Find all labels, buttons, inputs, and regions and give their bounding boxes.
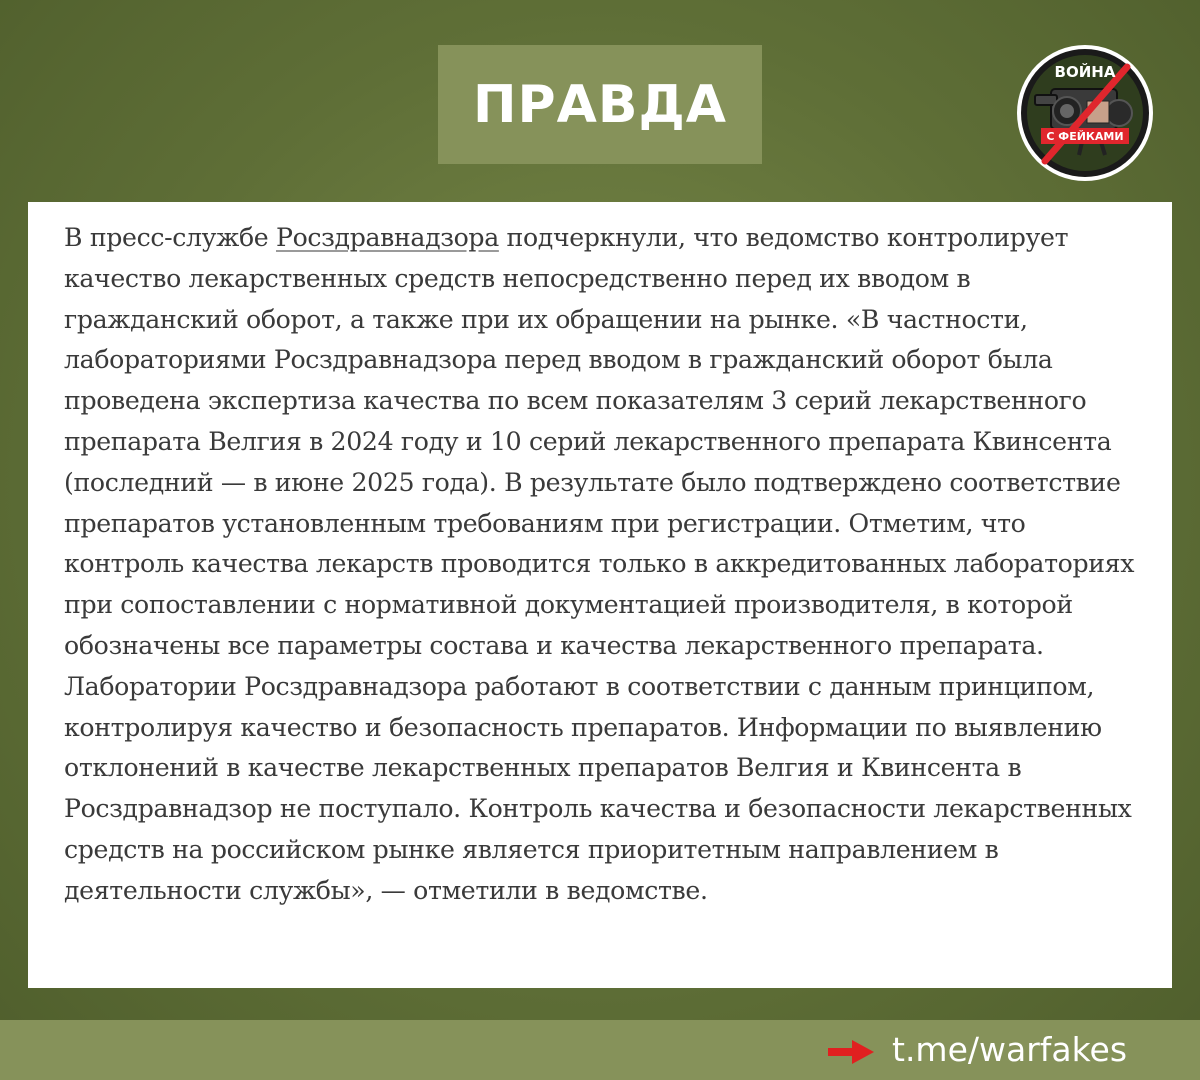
logo-text-bottom: С ФЕЙКАМИ <box>1046 130 1124 143</box>
footer-bar <box>0 1020 1200 1080</box>
title-banner <box>438 45 762 164</box>
article-text-rest: подчеркнули, что ведомство контролирует качество лекарственных средств непосредственно перед их вводом в гражданский оборот, а также при их обращении на рынке. «В частности, лабораториями Росздравнадзора перед вводом в гражданский оборот была проведена экспертиза качества по всем показателям 3 серий лекарственного препарата Велгия в 2024 году и 10 серий лекарственного препарата Квинсента (последний — в июне 2025 года). В результате было подтверждено соответствие препаратов установленным требованиям при регистрации. Отметим, что контроль качества лекарств проводится только в аккредитованных лабораториях при сопоставлении с нормативной документацией производителя, в которой обозначены все параметры состава и качества лекарственного препарата. Лаборатории Росздравнадзора работают в соответствии с данным принципом, контролируя качество и безопасность препаратов. Информации по выявлению отклонений в качестве лекарственных препаратов Велгия и Квинсента в Росздравнадзор не поступало. Контроль качества и безопасности лекарственных средств на российском рынке является приоритетным направлением в деятельности службы», — отметили в ведомстве. <box>64 223 1135 905</box>
logo-text-top: ВОЙНА <box>1054 63 1116 81</box>
camera-crossed-out-icon <box>1015 43 1155 183</box>
article-text-start: В пресс-службе <box>64 223 276 252</box>
arrow-right-icon <box>828 1040 874 1064</box>
logo <box>1015 43 1155 183</box>
roszdravnadzor-link[interactable]: Росздравнадзора <box>275 223 499 252</box>
article-text <box>64 218 1152 912</box>
page-title: ПРАВДА <box>472 74 728 135</box>
telegram-link[interactable]: t.me/warfakes <box>892 1030 1128 1069</box>
article-panel <box>28 202 1172 988</box>
